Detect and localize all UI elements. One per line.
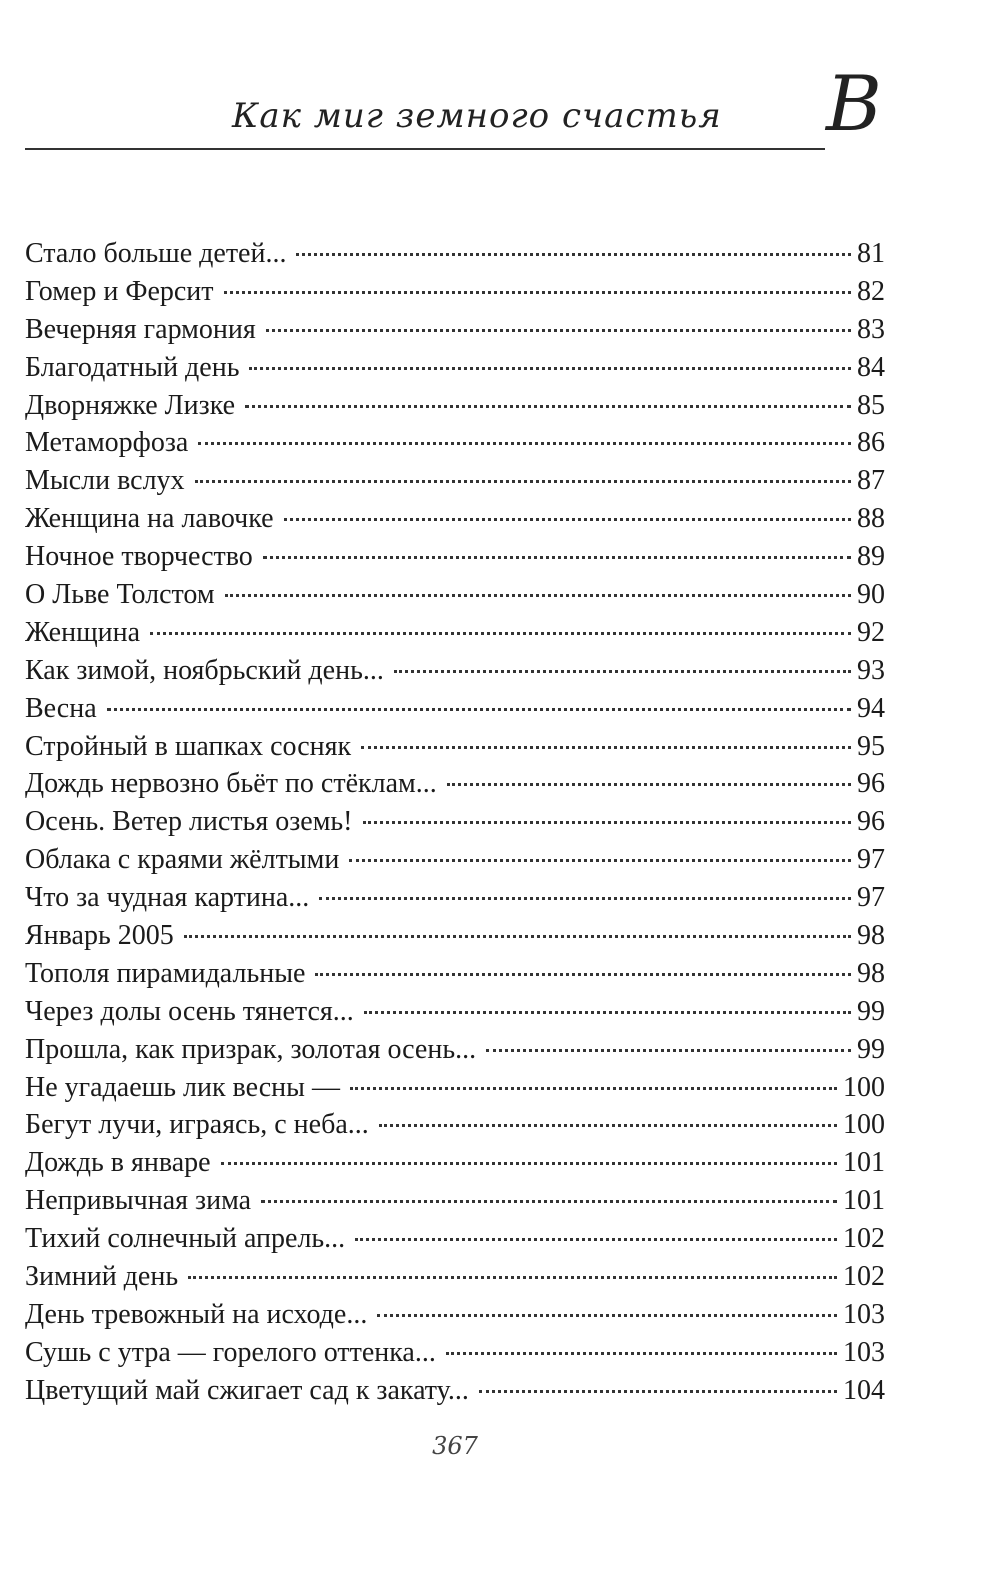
toc-entry-page: 104 [843,1374,885,1406]
toc-entry-page: 99 [857,995,885,1027]
toc-entry [25,1258,885,1296]
toc-entry-title: Мысли вслух [25,465,185,497]
toc-leader-dots [296,253,851,256]
toc-entry-page: 98 [857,920,885,952]
toc-entry-page: 100 [843,1071,885,1103]
toc-leader-dots [447,783,851,786]
toc-entry [25,387,885,425]
section-letter: В [826,59,882,148]
toc-entry [25,311,885,349]
toc-entry [25,1182,885,1220]
toc-leader-dots [266,329,851,332]
toc-entry-title: Облака с краями жёлтыми [25,844,340,876]
header-rule [25,148,825,150]
toc-entry [25,273,885,311]
toc-entry [25,1031,885,1069]
toc-entry-page: 103 [843,1336,885,1368]
toc-entry-page: 88 [857,503,885,535]
toc-entry-page: 98 [857,957,885,989]
header-title: Как миг земного счастья [232,96,722,136]
toc-leader-dots [107,708,851,711]
toc-entry-title: Непривычная зима [25,1185,252,1217]
toc-entry-title: Весна [25,692,97,724]
toc-entry-title: Гомер и Ферсит [25,275,214,307]
toc-leader-dots [261,1200,837,1203]
toc-entry-page: 102 [843,1223,885,1255]
toc-entry-title: Январь 2005 [25,920,174,952]
toc-entry [25,576,885,614]
toc-entry [25,803,885,841]
toc-leader-dots [379,1124,837,1127]
toc-entry-page: 85 [857,389,885,421]
toc-leader-dots [224,291,851,294]
toc-entry-title: Осень. Ветер листья оземь! [25,806,353,838]
toc-entry [25,1296,885,1334]
toc-entry-page: 84 [857,351,885,383]
toc-entry-title: Благодатный день [25,351,240,383]
toc-entry-page: 103 [843,1298,885,1330]
toc-leader-dots [486,1049,851,1052]
toc-leader-dots [349,859,851,862]
toc-entry [25,614,885,652]
toc-entry [25,235,885,273]
toc-entry-page: 99 [857,1033,885,1065]
toc-entry-title: Бегут лучи, играясь, с неба... [25,1109,369,1141]
toc-entry [25,993,885,1031]
toc-entry-title: Дождь в январе [25,1147,211,1179]
toc-entry-title: Тихий солнечный апрель... [25,1223,346,1255]
toc-entry-title: Вечерняя гармония [25,313,256,345]
toc-entry-title: День тревожный на исходе... [25,1298,368,1330]
toc-entry-title: Дворняжке Лизке [25,389,236,421]
toc-entry-title: Метаморфоза [25,427,189,459]
toc-leader-dots [355,1238,837,1241]
toc-entry-page: 81 [857,238,885,269]
toc-entry-page: 92 [857,616,885,648]
toc-entry-page: 94 [857,692,885,724]
toc-entry-page: 97 [857,844,885,876]
toc-entry [25,841,885,879]
toc-entry [25,500,885,538]
toc-leader-dots [225,594,851,597]
toc-entry [25,690,885,728]
toc-entry [25,728,885,766]
toc-entry [25,1220,885,1258]
toc-leader-dots [263,556,851,559]
table-of-contents [25,235,885,1410]
toc-entry-title: Тополя пирамидальные [25,957,306,989]
toc-entry-title: Как зимой, ноябрьский день... [25,654,384,686]
toc-entry-title: Ночное творчество [25,541,253,573]
toc-entry-title: Женщина на лавочке [25,503,274,535]
toc-entry-page: 89 [857,541,885,573]
toc-entry [25,538,885,576]
toc-entry-title: Сушь с утра — горелого оттенка... [25,1336,436,1368]
toc-entry [25,1144,885,1182]
toc-entry-page: 82 [857,275,885,307]
toc-leader-dots [394,670,851,673]
toc-entry-title: Зимний день [25,1261,179,1293]
toc-entry [25,1334,885,1372]
toc-entry-title: Женщина [25,616,141,648]
toc-entry [25,652,885,690]
toc-entry-page: 97 [857,882,885,914]
toc-leader-dots [245,405,851,408]
toc-entry [25,917,885,955]
toc-entry-title: Через долы осень тянется... [25,995,354,1027]
toc-entry-title: Что за чудная картина... [25,882,310,914]
toc-entry-title: Стало больше детей... [25,238,287,269]
toc-leader-dots [315,973,851,976]
toc-leader-dots [188,1276,837,1279]
toc-leader-dots [479,1390,837,1393]
toc-leader-dots [195,480,851,483]
toc-leader-dots [198,442,851,445]
toc-entry-page: 101 [843,1185,885,1217]
toc-entry [25,349,885,387]
toc-entry-title: Не угадаешь лик весны — [25,1071,340,1103]
toc-leader-dots [377,1314,837,1317]
toc-entry [25,879,885,917]
toc-leader-dots [361,746,851,749]
toc-leader-dots [150,632,851,635]
toc-entry-page: 101 [843,1147,885,1179]
toc-entry [25,1069,885,1107]
toc-entry-page: 83 [857,313,885,345]
page-number: 367 [432,1432,478,1460]
toc-leader-dots [284,518,851,521]
toc-entry-page: 93 [857,654,885,686]
toc-entry-page: 100 [843,1109,885,1141]
toc-entry [25,1372,885,1410]
toc-entry-page: 96 [857,806,885,838]
toc-leader-dots [184,935,851,938]
toc-leader-dots [319,897,851,900]
toc-entry [25,424,885,462]
toc-leader-dots [350,1087,837,1090]
toc-leader-dots [364,1011,851,1014]
toc-entry-title: Прошла, как призрак, золотая осень... [25,1033,477,1065]
toc-leader-dots [446,1352,837,1355]
toc-leader-dots [249,367,851,370]
toc-entry [25,955,885,993]
toc-entry-page: 95 [857,730,885,762]
toc-entry-page: 96 [857,768,885,800]
toc-entry-page: 87 [857,465,885,497]
toc-entry-title: О Льве Толстом [25,579,215,611]
toc-entry-page: 102 [843,1261,885,1293]
toc-entry-title: Цветущий май сжигает сад к закату... [25,1374,469,1406]
running-header [0,60,1000,170]
toc-entry-page: 86 [857,427,885,459]
toc-entry-page: 90 [857,579,885,611]
toc-entry [25,1106,885,1144]
toc-entry [25,462,885,500]
toc-entry-title: Стройный в шапках сосняк [25,730,352,762]
toc-leader-dots [363,821,851,824]
toc-entry [25,765,885,803]
toc-leader-dots [221,1162,837,1165]
toc-entry-title: Дождь нервозно бьёт по стёклам... [25,768,437,800]
